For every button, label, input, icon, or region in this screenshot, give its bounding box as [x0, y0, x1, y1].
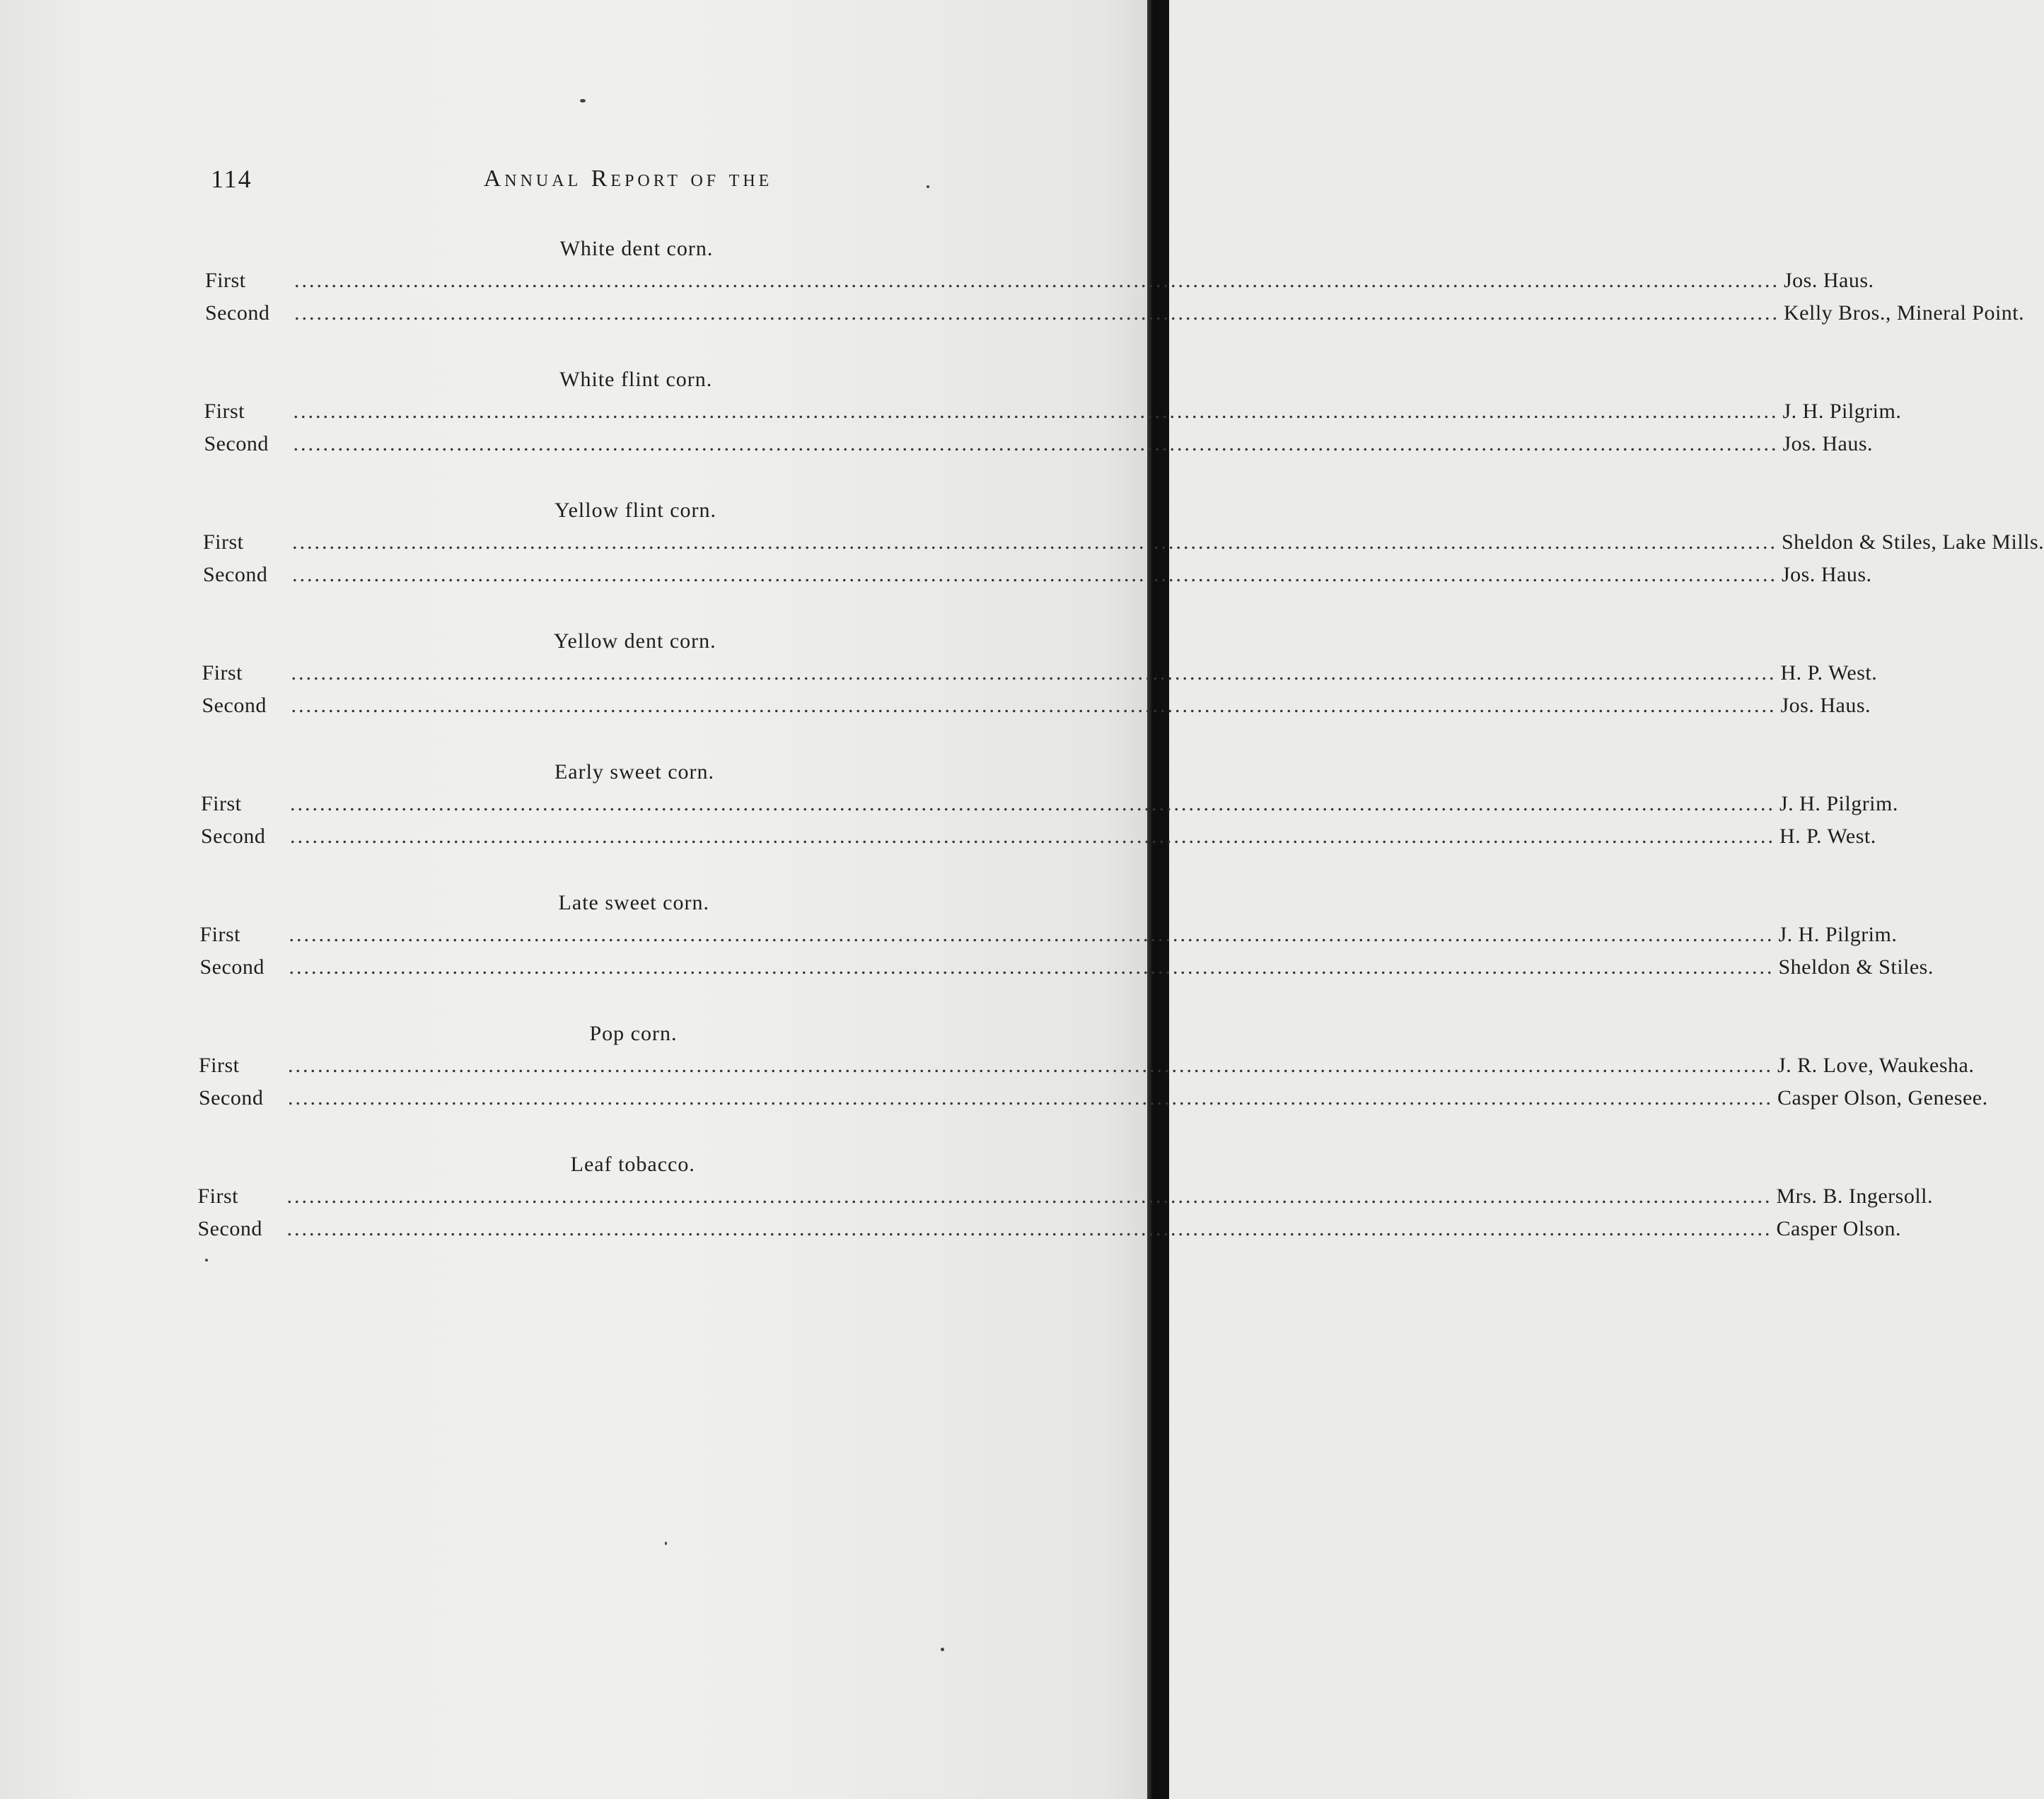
prize-winner: Mrs. B. Ingersoll.	[1776, 1184, 1933, 1208]
prize-entry	[201, 788, 1898, 820]
prize-entry	[204, 428, 1874, 460]
prize-section	[199, 887, 1934, 1018]
section-title: White flint corn.	[559, 368, 713, 391]
prize-entry	[197, 1180, 1933, 1213]
prize-section	[199, 1018, 1988, 1149]
prize-winner: J. R. Love, Waukesha.	[1777, 1054, 1975, 1077]
prize-entry	[201, 820, 1876, 853]
prize-entry	[202, 657, 1878, 689]
prize-place: Second	[204, 432, 269, 455]
dot-leader: ........................................................................................................................................................................................................	[292, 530, 1777, 554]
dot-leader: ........................................................................................................................................................................................................	[288, 1054, 1773, 1077]
prize-entry	[205, 264, 1874, 297]
prize-entry	[199, 951, 1934, 984]
section-title: Late sweet corn.	[558, 891, 709, 914]
prize-entry	[199, 1082, 1988, 1114]
prize-entry	[199, 919, 1898, 951]
prize-place: First	[205, 269, 246, 292]
scan-speck	[665, 1542, 667, 1545]
prize-section	[197, 1149, 1933, 1280]
running-head: Annual Report of the	[483, 165, 773, 192]
prize-winner: Sheldon & Stiles, Lake Mills.	[1782, 530, 2044, 554]
prize-entry	[197, 1213, 1901, 1245]
dot-leader: ........................................................................................................................................................................................................	[294, 301, 1779, 325]
prize-place: First	[199, 1054, 240, 1077]
prize-entry	[202, 689, 1871, 722]
section-title: Pop corn.	[589, 1022, 678, 1045]
page-header	[211, 164, 1045, 206]
prize-place: First	[204, 400, 245, 423]
section-title: Yellow flint corn.	[554, 499, 717, 522]
prize-place: Second	[199, 1086, 264, 1110]
dot-leader: ........................................................................................................................................................................................................	[292, 563, 1777, 586]
prize-place: Second	[201, 825, 266, 848]
prize-place: First	[199, 923, 241, 946]
prize-entry	[203, 559, 1872, 591]
prize-winner: Jos. Haus.	[1784, 269, 1874, 292]
prize-place: First	[202, 661, 243, 685]
section-title: Early sweet corn.	[554, 760, 715, 784]
dot-leader: ........................................................................................................................................................................................................	[290, 792, 1775, 815]
scan-speck	[205, 1259, 208, 1262]
prize-winner: Sheldon & Stiles.	[1778, 955, 1934, 979]
section-title: Leaf tobacco.	[570, 1153, 695, 1176]
prize-section	[203, 495, 2044, 626]
dot-leader: ........................................................................................................................................................................................................	[286, 1217, 1772, 1240]
prize-place: Second	[197, 1217, 262, 1240]
prize-winner: Casper Olson.	[1776, 1217, 1901, 1240]
prize-section	[204, 364, 1902, 495]
prize-winner: H. P. West.	[1780, 661, 1878, 685]
page-number: 114	[211, 165, 252, 193]
prize-section	[205, 233, 2025, 364]
scan-speck	[941, 1648, 944, 1651]
prize-place: First	[201, 792, 242, 815]
dot-leader: ........................................................................................................................................................................................................	[293, 400, 1779, 423]
scan-speck	[580, 99, 586, 103]
prize-winner: Jos. Haus.	[1782, 432, 1874, 455]
dot-leader: ........................................................................................................................................................................................................	[293, 432, 1779, 455]
prize-place: First	[197, 1184, 239, 1208]
prize-place: Second	[202, 694, 267, 717]
prize-list	[197, 233, 2044, 1280]
prize-place: Second	[199, 955, 265, 979]
prize-place: First	[203, 530, 244, 554]
prize-winner: Casper Olson, Genesee.	[1777, 1086, 1988, 1110]
prize-section	[202, 626, 1878, 757]
dot-leader: ........................................................................................................................................................................................................	[288, 1086, 1773, 1110]
prize-winner: Jos. Haus.	[1780, 694, 1871, 717]
prize-winner: Kelly Bros., Mineral Point.	[1784, 301, 2025, 325]
prize-winner: Jos. Haus.	[1782, 563, 1872, 586]
section-title: Yellow dent corn.	[553, 629, 716, 653]
prize-place: Second	[203, 563, 268, 586]
prize-entry	[204, 395, 1902, 428]
dot-leader: ........................................................................................................................................................................................................	[289, 923, 1775, 946]
dot-leader: ........................................................................................................................................................................................................	[294, 269, 1779, 292]
prize-section	[201, 757, 1898, 887]
prize-place: Second	[205, 301, 270, 325]
prize-entry	[203, 526, 2044, 559]
prize-winner: H. P. West.	[1779, 825, 1876, 848]
dot-leader: ........................................................................................................................................................................................................	[286, 1184, 1772, 1208]
prize-entry	[205, 297, 2025, 330]
prize-winner: J. H. Pilgrim.	[1782, 400, 1902, 423]
prize-winner: J. H. Pilgrim.	[1779, 792, 1898, 815]
prize-entry	[199, 1049, 1975, 1082]
dot-leader: ........................................................................................................................................................................................................	[291, 694, 1777, 717]
dot-leader: ........................................................................................................................................................................................................	[290, 825, 1775, 848]
dot-leader: ........................................................................................................................................................................................................	[289, 955, 1775, 979]
prize-winner: J. H. Pilgrim.	[1778, 923, 1898, 946]
dot-leader: ........................................................................................................................................................................................................	[291, 661, 1777, 685]
scan-speck	[927, 185, 929, 188]
section-title: White dent corn.	[559, 237, 714, 260]
